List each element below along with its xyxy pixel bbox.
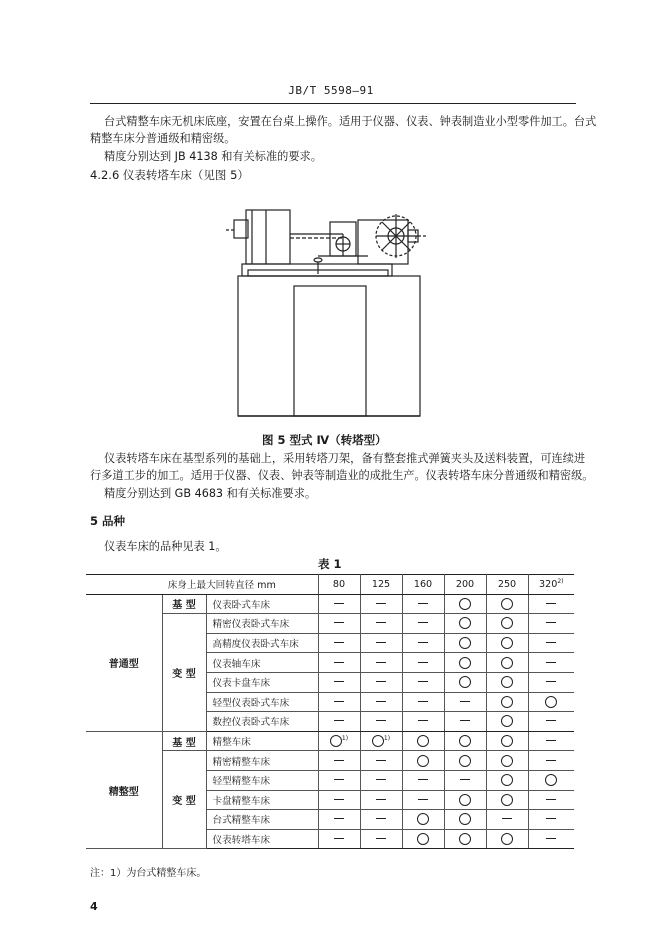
dash-mark: [334, 701, 344, 702]
column-header: 160: [402, 575, 444, 595]
dash-mark: [376, 622, 386, 623]
machine-name: 数控仪表卧式车床: [206, 712, 318, 732]
machine-name: 仪表卡盘车床: [206, 672, 318, 692]
mark-cell: [360, 712, 402, 732]
circle-mark: [545, 774, 557, 786]
dash-mark: [546, 799, 556, 800]
dash-mark: [418, 622, 428, 623]
mark-cell: [486, 692, 528, 712]
circle-mark: [330, 735, 342, 747]
dash-mark: [418, 681, 428, 682]
circle-mark: [501, 637, 513, 649]
mark-cell: [444, 692, 486, 712]
mark-cell: [528, 692, 574, 712]
para2-line3: 精度分别达到 GB 4683 和有关标准要求。: [104, 487, 317, 500]
machine-name: 仪表轴车床: [206, 653, 318, 673]
mark-cell: [486, 633, 528, 653]
dash-mark: [334, 838, 344, 839]
dash-mark: [460, 720, 470, 721]
mark-cell: [318, 672, 360, 692]
mark-cell: [360, 653, 402, 673]
dash-mark: [376, 701, 386, 702]
column-header: 320$^{2)}$: [528, 575, 574, 595]
dash-mark: [418, 662, 428, 663]
header-label: 床身上最大回转直径 mm: [86, 575, 318, 595]
dash-mark: [334, 779, 344, 780]
circle-mark: [459, 833, 471, 845]
dash-mark: [376, 760, 386, 761]
circle-mark: [372, 735, 384, 747]
dash-mark: [546, 603, 556, 604]
turret-lathe-figure: [218, 200, 444, 422]
header-rule: [90, 103, 576, 104]
para1-line2: 精整车床分普通级和精密级。: [90, 132, 236, 145]
mark-cell: [528, 770, 574, 790]
machine-name: 仪表卧式车床: [206, 594, 318, 614]
column-header: 250: [486, 575, 528, 595]
mark-cell: [318, 614, 360, 634]
dash-mark: [334, 662, 344, 663]
mark-cell: [402, 633, 444, 653]
circle-mark: [501, 696, 513, 708]
mark-cell: [360, 790, 402, 810]
section-4-2-6: 4.2.6 仪表转塔车床（见图 5）: [90, 168, 249, 182]
dash-mark: [418, 799, 428, 800]
dash-mark: [376, 779, 386, 780]
para1-line3: 精度分别达到 JB 4138 和有关标准的要求。: [104, 150, 322, 163]
circle-mark: [501, 755, 513, 767]
mark-cell: [318, 829, 360, 849]
page-number: 4: [90, 900, 98, 913]
column-header: 80: [318, 575, 360, 595]
mark-cell: [402, 692, 444, 712]
mark-cell: [486, 790, 528, 810]
figure-caption: 图 5 型式 Ⅳ（转塔型）: [262, 433, 387, 447]
para3: 仪表车床的品种见表 1。: [104, 540, 227, 553]
mark-cell: [528, 751, 574, 771]
dash-mark: [376, 720, 386, 721]
circle-mark: [459, 813, 471, 825]
variant-type-label: 变 型: [162, 614, 206, 732]
mark-cell: [402, 770, 444, 790]
base-type-label: 基 型: [162, 731, 206, 751]
dash-mark: [418, 701, 428, 702]
machine-name: 轻型仪表卧式车床: [206, 692, 318, 712]
dash-mark: [546, 642, 556, 643]
table-note: 注：1）为台式精整车床。: [90, 868, 207, 879]
mark-cell: [528, 594, 574, 614]
mark-cell: [528, 712, 574, 732]
mark-cell: [318, 712, 360, 732]
dash-mark: [376, 603, 386, 604]
mark-cell: [486, 672, 528, 692]
machine-name: 高精度仪表卧式车床: [206, 633, 318, 653]
mark-cell: [486, 751, 528, 771]
mark-cell: [444, 770, 486, 790]
variant-type-label: 变 型: [162, 751, 206, 849]
dash-mark: [418, 642, 428, 643]
page-header: JB/T 5598—91: [288, 84, 374, 97]
table-row: [86, 731, 574, 751]
variety-table: [86, 574, 574, 849]
mark-cell: [444, 810, 486, 830]
mark-cell: [528, 614, 574, 634]
circle-mark: [459, 794, 471, 806]
circle-mark: [417, 755, 429, 767]
mark-cell: [402, 712, 444, 732]
mark-cell: [318, 751, 360, 771]
circle-mark: [501, 794, 513, 806]
mark-cell: [360, 692, 402, 712]
section-5: 5 品种: [90, 514, 126, 528]
base-type-label: 基 型: [162, 594, 206, 614]
circle-mark: [417, 833, 429, 845]
mark-cell: [318, 594, 360, 614]
mark-cell: [402, 614, 444, 634]
mark-cell: [318, 770, 360, 790]
dash-mark: [546, 662, 556, 663]
circle-mark: [501, 715, 513, 727]
dash-mark: [546, 622, 556, 623]
circle-mark: [459, 676, 471, 688]
mark-cell: [528, 810, 574, 830]
mark-cell: [444, 829, 486, 849]
mark-cell: [318, 633, 360, 653]
mark-cell: [444, 731, 486, 751]
circle-mark: [501, 617, 513, 629]
mark-cell: [528, 731, 574, 751]
mark-cell: [486, 810, 528, 830]
dash-mark: [418, 603, 428, 604]
mark-cell: [360, 810, 402, 830]
dash-mark: [460, 779, 470, 780]
dash-mark: [376, 662, 386, 663]
mark-cell: [486, 653, 528, 673]
mark-cell: [528, 633, 574, 653]
mark-cell: [402, 790, 444, 810]
dash-mark: [546, 838, 556, 839]
mark-cell: [318, 692, 360, 712]
machine-name: 台式精整车床: [206, 810, 318, 830]
mark-cell: [444, 751, 486, 771]
mark-cell: [402, 653, 444, 673]
mark-cell: [402, 829, 444, 849]
circle-mark: [501, 657, 513, 669]
circle-mark: [459, 755, 471, 767]
mark-cell: [360, 672, 402, 692]
mark-cell: [444, 790, 486, 810]
circle-mark: [417, 735, 429, 747]
mark-cell: [360, 770, 402, 790]
mark-cell: [486, 712, 528, 732]
dash-mark: [376, 838, 386, 839]
dash-mark: [546, 681, 556, 682]
circle-mark: [459, 637, 471, 649]
group-label: 普通型: [86, 594, 162, 731]
dash-mark: [376, 642, 386, 643]
dash-mark: [334, 720, 344, 721]
circle-mark: [459, 735, 471, 747]
mark-cell: [402, 594, 444, 614]
machine-name: 轻型精整车床: [206, 770, 318, 790]
mark-cell: [318, 810, 360, 830]
dash-mark: [334, 622, 344, 623]
circle-mark: [501, 598, 513, 610]
dash-mark: [334, 818, 344, 819]
circle-mark: [501, 833, 513, 845]
mark-cell: [360, 633, 402, 653]
circle-mark: [459, 617, 471, 629]
dash-mark: [418, 779, 428, 780]
mark-cell: [360, 594, 402, 614]
dash-mark: [418, 720, 428, 721]
dash-mark: [546, 760, 556, 761]
para2-line1: 仪表转塔车床在基型系列的基础上，采用转塔刀架，备有整套推式弹簧夹头及送料装置，可连续进: [104, 452, 586, 465]
mark-cell: [444, 712, 486, 732]
machine-name: 卡盘精整车床: [206, 790, 318, 810]
mark-cell: [486, 594, 528, 614]
mark-cell: [444, 672, 486, 692]
column-header: 200: [444, 575, 486, 595]
machine-name: 精整车床: [206, 731, 318, 751]
para1-line1: 台式精整车床无机床底座，安置在台桌上操作。适用于仪器、仪表、钟表制造业小型零件加工。台式: [104, 115, 597, 128]
dash-mark: [546, 740, 556, 741]
dash-mark: [546, 720, 556, 721]
mark-cell: [528, 653, 574, 673]
mark-cell: [444, 653, 486, 673]
circle-mark: [459, 598, 471, 610]
dash-mark: [460, 701, 470, 702]
mark-cell: [360, 829, 402, 849]
mark-cell: [444, 633, 486, 653]
circle-mark: [459, 657, 471, 669]
dash-mark: [334, 681, 344, 682]
mark-cell: [528, 672, 574, 692]
mark-cell: [402, 731, 444, 751]
dash-mark: [334, 642, 344, 643]
mark-cell: [444, 594, 486, 614]
mark-cell: [318, 790, 360, 810]
circle-mark: [501, 676, 513, 688]
dash-mark: [376, 818, 386, 819]
mark-cell: [528, 829, 574, 849]
mark-cell: [402, 751, 444, 771]
dash-mark: [376, 799, 386, 800]
mark-cell: [486, 731, 528, 751]
mark-cell: [528, 790, 574, 810]
mark-cell: [486, 614, 528, 634]
machine-name: 仪表转塔车床: [206, 829, 318, 849]
mark-cell: 1): [360, 731, 402, 751]
circle-mark: [501, 735, 513, 747]
circle-mark: [417, 813, 429, 825]
dash-mark: [376, 681, 386, 682]
mark-cell: [486, 829, 528, 849]
mark-cell: [318, 653, 360, 673]
machine-name: 精密精整车床: [206, 751, 318, 771]
mark-cell: 1): [318, 731, 360, 751]
circle-mark: [545, 696, 557, 708]
group-label: 精整型: [86, 731, 162, 849]
circle-mark: [501, 774, 513, 786]
mark-cell: [402, 810, 444, 830]
dash-mark: [334, 760, 344, 761]
dash-mark: [334, 603, 344, 604]
table-row: [86, 594, 574, 614]
column-header: 125: [360, 575, 402, 595]
mark-cell: [444, 614, 486, 634]
dash-mark: [546, 818, 556, 819]
mark-cell: [360, 751, 402, 771]
para2-line2: 行多道工步的加工。适用于仪器、仪表、钟表等制造业的成批生产。仪表转塔车床分普通级和精密级。: [90, 469, 594, 482]
table-title: 表 1: [318, 557, 342, 571]
mark-cell: [402, 672, 444, 692]
dash-mark: [502, 818, 512, 819]
machine-name: 精密仪表卧式车床: [206, 614, 318, 634]
dash-mark: [334, 799, 344, 800]
mark-cell: [486, 770, 528, 790]
mark-cell: [360, 614, 402, 634]
